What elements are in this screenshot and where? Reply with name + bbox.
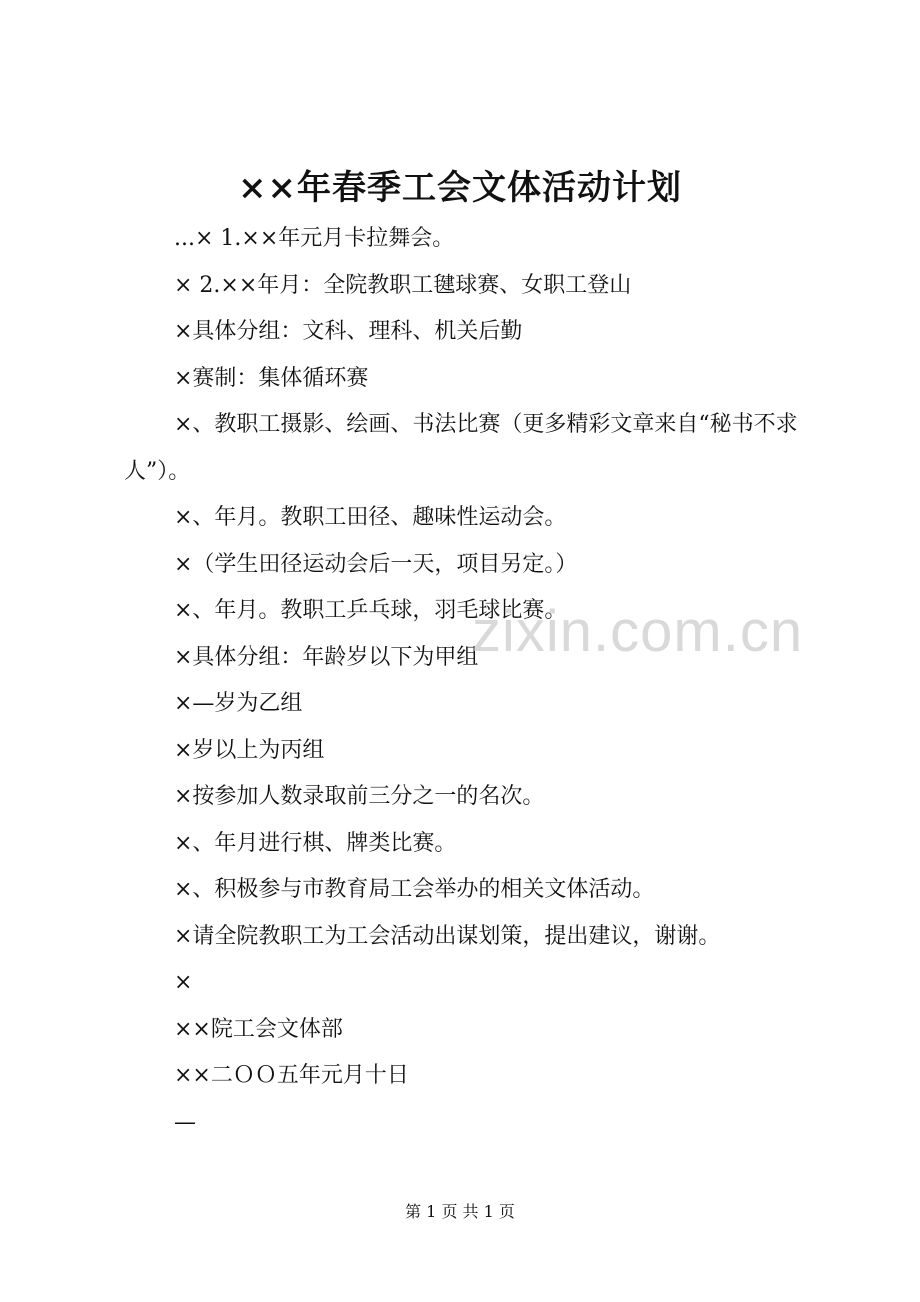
body-line: ×、积极参与市教育局工会举办的相关文体活动。 — [174, 877, 655, 902]
body-line: ×、年月进行棋、牌类比赛。 — [174, 830, 457, 856]
body-line: ×、教职工摄影、绘画、书法比赛（更多精彩文章来自“秘书不求人”）。 — [124, 412, 798, 484]
body-line: — — [174, 1109, 196, 1135]
body-line: ×请全院教职工为工会活动出谋划策，提出建议，谢谢。 — [174, 923, 721, 949]
body-line: ×、年月。教职工田径、趣味性运动会。 — [174, 505, 567, 530]
signature-date: ××二ＯＯ五年元月十日 — [174, 1063, 409, 1088]
body-line: × 2.××年月：全院教职工毽球赛、女职工登山 — [174, 272, 632, 298]
body-line: ×—岁为乙组 — [174, 691, 303, 716]
body-line: ×按参加人数录取前三分之一的名次。 — [174, 784, 545, 809]
body-line: ×岁以上为丙组 — [174, 737, 325, 763]
body-line: ×、年月。教职工乒乓球，羽毛球比赛。 — [174, 598, 567, 623]
signature-department: ××院工会文体部 — [174, 1016, 343, 1042]
page-footer: 第 1 页 共 1 页 — [405, 1202, 515, 1221]
body-line: ×（学生田径运动会后一天，项目另定。） — [174, 551, 578, 577]
body-line: ×具体分组：年龄岁以下为甲组 — [174, 644, 479, 670]
document-title: ××年春季工会文体活动计划 — [238, 168, 682, 208]
body-line: ×赛制：集体循环赛 — [174, 365, 369, 391]
body-line: ×具体分组：文科、理科、机关后勤 — [174, 319, 523, 344]
document-body — [124, 216, 824, 1146]
watermark: zixin.com.cn — [472, 599, 804, 664]
body-line: ...× 1.××年元月卡拉舞会。 — [174, 226, 455, 251]
body-line: × — [174, 970, 193, 995]
